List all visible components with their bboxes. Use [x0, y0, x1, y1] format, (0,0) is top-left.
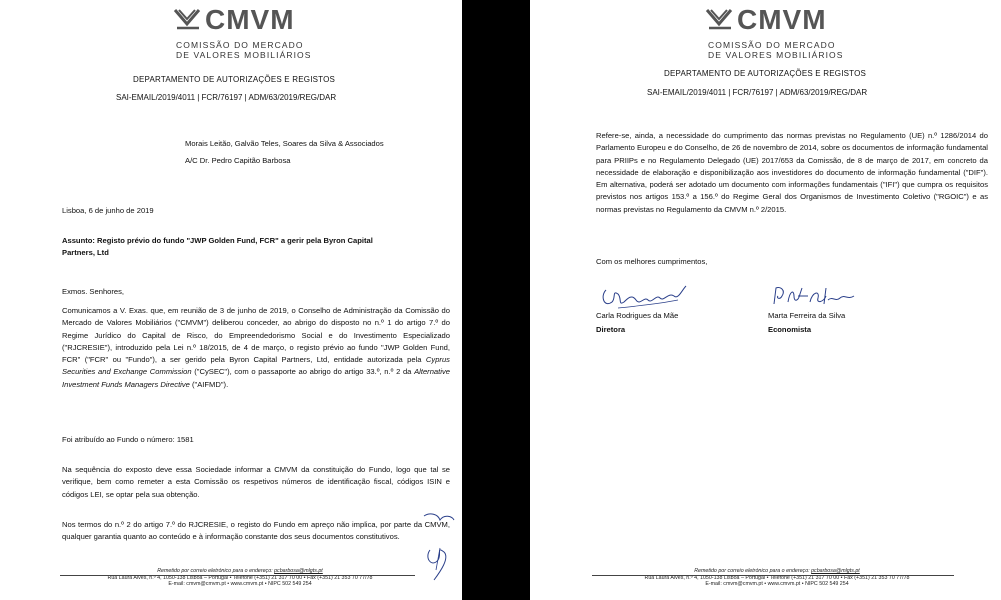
paragraph-2: Foi atribuído ao Fundo o número: 1581	[62, 435, 194, 444]
signature-carla	[598, 280, 688, 314]
recipient-name: Morais Leitão, Galvão Teles, Soares da Silva & Associados	[185, 139, 384, 148]
signatory-2-name: Marta Ferreira da Silva	[768, 311, 846, 320]
letter-page-1	[0, 0, 462, 600]
cmvm-logo-icon	[173, 6, 203, 32]
paragraph-1: Comunicamos a V. Exas. que, em reunião de 3 de junho de 2019, o Conselho de Administração da Comissão do Mercado de Valores Mobiliários ("CMVM") deliberou conceder, ao abrigo do disposto no n.º 1 do artigo 7.º do Regime Jurídico do Capital de Risco, do Empreendedorismo Social e do Investimento Especializado ("RJCRESIE"), introduzido pela Lei n.º 18/2015, de 4 de março, o registo prévio ao fundo "JWP Golden Fund, FCR" ("FCR" ou "Fundo"), a ser gerido pela Byron Capital Partners, Ltd, entidade autorizada pela Cyprus Securities and Exchange Commission ("CySEC"), com o passaporte ao abrigo do artigo 33.º, n.º 2 da Alternative Investment Funds Managers Directive ("AIFMD").	[62, 306, 450, 389]
signatory-2-role: Economista	[768, 325, 812, 334]
subject-line: Assunto: Registo prévio do fundo "JWP Golden Fund, FCR" a gerir pela Byron Capital Partners, Ltd	[62, 236, 373, 258]
footer-rule	[592, 575, 954, 576]
reference-line: SAI-EMAIL/2019/4011 | FCR/76197 | ADM/63/2019/REG/DAR	[116, 93, 337, 102]
recipient-attention: A/C Dr. Pedro Capitão Barbosa	[185, 156, 291, 165]
closing: Com os melhores cumprimentos,	[596, 257, 708, 266]
initials-signature	[420, 510, 460, 590]
cmvm-logo-icon	[705, 6, 735, 32]
logo-subtitle: COMISSÃO DO MERCADO DE VALORES MOBILIÁRIOS	[708, 40, 844, 60]
paragraph-4: Nos termos do n.º 2 do artigo 7.º do RJCRESIE, o registo do Fundo em apreço não implica, por parte da CMVM, qualquer garantia quanto ao conteúdo e à informação constante dos seus documentos constitutivos.	[62, 520, 450, 542]
department-heading: DEPARTAMENTO DE AUTORIZAÇÕES E REGISTOS	[664, 69, 867, 78]
reference-line: SAI-EMAIL/2019/4011 | FCR/76197 | ADM/63/2019/REG/DAR	[647, 88, 868, 97]
signatory-1-name: Carla Rodrigues da Mãe	[596, 311, 679, 320]
logo-wordmark: CMVM	[737, 4, 827, 35]
footer: Remetido por correio eletrónico para o endereço: pcbarbosa@mlgts.pt Rua Laura Alves, n.º 4, 1050-138 Lisboa – Portugal • Telefone (+351) 21 317 70 00 • Fax (+351) 21 353 70 77/78 E-mail: cmvm@cmvm.pt • www.cmvm.pt • NIPC 502 549 254	[107, 568, 373, 588]
footer-rule	[60, 575, 415, 576]
letter-date: Lisboa, 6 de junho de 2019	[62, 206, 154, 215]
cmvm-logo	[705, 6, 855, 64]
greeting: Exmos. Senhores,	[62, 287, 125, 296]
logo-subtitle: COMISSÃO DO MERCADO DE VALORES MOBILIÁRIOS	[176, 40, 312, 60]
signatory-1-role: Diretora	[596, 325, 626, 334]
cmvm-logo	[173, 6, 323, 64]
department-heading: DEPARTAMENTO DE AUTORIZAÇÕES E REGISTOS	[133, 75, 336, 84]
footer: Remetido por correio eletrónico para o endereço: pcbarbosa@mlgts.pt Rua Laura Alves, n.º 4, 1050-138 Lisboa – Portugal • Telefone (+351) 21 317 70 00 • Fax (+351) 21 353 70 77/78 E-mail: cmvm@cmvm.pt • www.cmvm.pt • NIPC 502 549 254	[644, 568, 910, 588]
paragraph-3: Na sequência do exposto deve essa Sociedade informar a CMVM da constituição do Fundo, logo que tal se verifique, bem como remeter a esta Comissão os respetivos números de identificação fiscal, códigos ISIN e códigos LEI, se optar pela sua obtenção.	[62, 465, 450, 499]
page-divider	[462, 0, 530, 600]
signature-marta	[770, 282, 860, 310]
logo-wordmark: CMVM	[205, 4, 295, 35]
paragraph-5: Refere-se, ainda, a necessidade do cumprimento das normas previstas no Regulamento (UE) n.º 1286/2014 do Parlamento Europeu e do Conselho, de 26 de novembro de 2014, sobre os documentos de informação fundamental para PRIIPs e no Regulamento Delegado (UE) 2017/653 da Comissão, de 8 de março de 2017, em concreto da necessidade de elaboração e disponibilização aos investidores do documento de informação fundamental ("DIF"). Em alternativa, poderá ser adotado um documento com informações fundamentais ("IFI") que cumpra os requisitos previstos nos artigos 153.º a 156.º do Regime Geral dos Organismos de Investimento Coletivo ("RGOIC") e as normas previstas no Regulamento da CMVM n.º 2/2015.	[596, 131, 988, 214]
letter-page-2	[530, 0, 1001, 600]
